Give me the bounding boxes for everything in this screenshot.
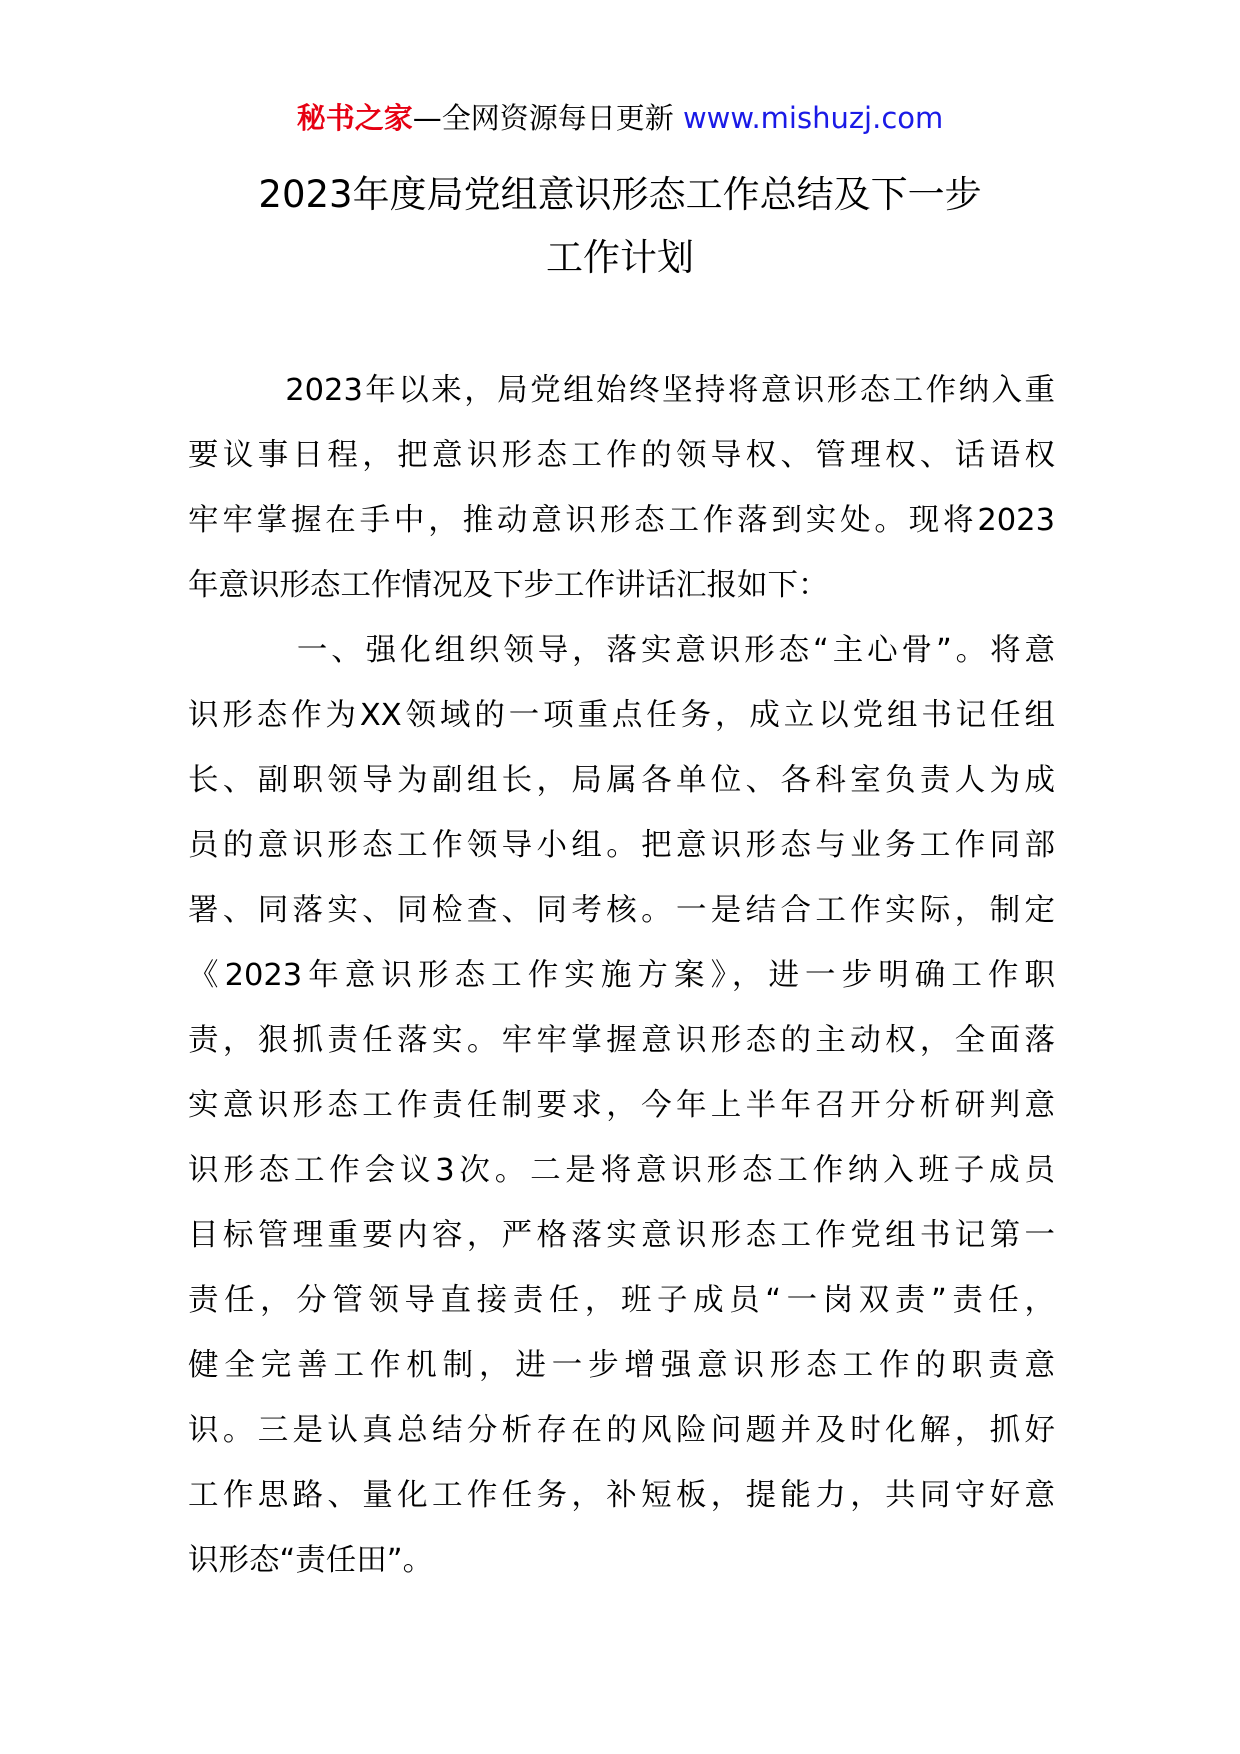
text-line: 识形态作为XX领域的一项重点任务，成立以党组书记任组 bbox=[188, 698, 1055, 733]
brand-name: 秘书之家 bbox=[296, 101, 413, 135]
text-line: 年意识形态工作情况及下步工作讲话汇报如下： bbox=[188, 568, 829, 603]
paragraph-intro bbox=[188, 358, 1055, 618]
site-url: www.mishuzj.com bbox=[682, 101, 944, 135]
text-line: 工作思路、量化工作任务，补短板，提能力，共同守好意 bbox=[188, 1478, 1055, 1513]
text-line: 长、副职领导为副组长，局属各单位、各科室负责人为成 bbox=[188, 763, 1055, 798]
text-line: 健全完善工作机制，进一步增强意识形态工作的职责意 bbox=[188, 1348, 1055, 1383]
title-line-1: 2023年度局党组意识形态工作总结及下一步 bbox=[258, 173, 982, 216]
text-line: 署、同落实、同检查、同考核。一是结合工作实际，制定 bbox=[188, 893, 1055, 928]
text-line: 责，狠抓责任落实。牢牢掌握意识形态的主动权，全面落 bbox=[188, 1023, 1055, 1058]
text-line: 牢牢掌握在手中，推动意识形态工作落到实处。现将2023 bbox=[188, 503, 1055, 538]
text-line: 识形态“责任田”。 bbox=[188, 1543, 434, 1578]
site-tagline: —全网资源每日更新 bbox=[412, 101, 683, 135]
document-title bbox=[190, 163, 1050, 289]
text-line: 实意识形态工作责任制要求，今年上半年召开分析研判意 bbox=[188, 1088, 1055, 1123]
text-line: 责任，分管领导直接责任，班子成员“一岗双责”责任， bbox=[188, 1283, 1055, 1318]
title-line-2: 工作计划 bbox=[546, 236, 694, 279]
text-line: 目标管理重要内容，严格落实意识形态工作党组书记第一 bbox=[188, 1218, 1055, 1253]
text-line: 识形态工作会议3次。二是将意识形态工作纳入班子成员 bbox=[188, 1153, 1055, 1188]
text-line: 一、强化组织领导，落实意识形态“主心骨”。将意 bbox=[188, 633, 1055, 668]
text-line: 2023年以来，局党组始终坚持将意识形态工作纳入重 bbox=[188, 373, 1055, 408]
text-line: 《2023年意识形态工作实施方案》，进一步明确工作职 bbox=[188, 958, 1055, 993]
document-body bbox=[188, 358, 1055, 1593]
paragraph-section-1 bbox=[188, 618, 1055, 1593]
text-line: 员的意识形态工作领导小组。把意识形态与业务工作同部 bbox=[188, 828, 1055, 863]
site-header bbox=[0, 98, 1240, 138]
text-line: 要议事日程，把意识形态工作的领导权、管理权、话语权 bbox=[188, 438, 1055, 473]
text-line: 识。三是认真总结分析存在的风险问题并及时化解，抓好 bbox=[188, 1413, 1055, 1448]
